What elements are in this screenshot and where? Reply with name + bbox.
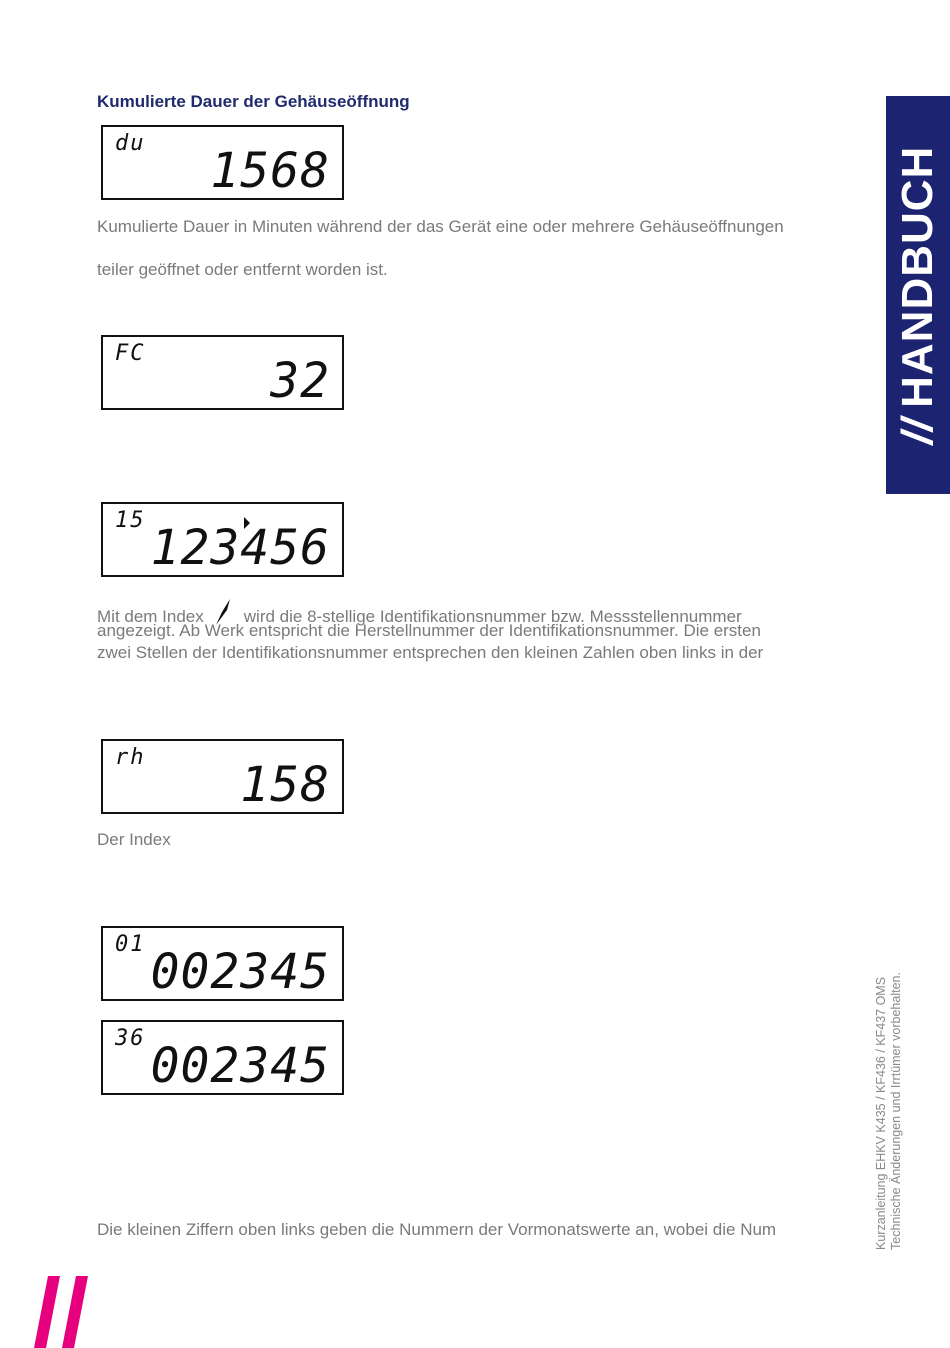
lcd-main-value: 002345 (150, 944, 330, 1000)
lcd-main-value: 158 (240, 757, 330, 813)
paragraph-index-line3: zwei Stellen der Identifikationsnummer entsprechen den kleinen Zahlen oben links in der (97, 643, 764, 662)
lcd-main-value: 32 (270, 353, 330, 409)
paragraph-index-prefix: Mit dem Index (97, 607, 204, 626)
footer-note-line1: Kurzanleitung EHKV K435 / KF436 / KF437 OMS (874, 976, 888, 1250)
paragraph-index-line2: angezeigt. Ab Werk entspricht die Herstellnummer der Identifikationsnummer. Die ersten (97, 621, 761, 640)
lcd-small-label: rh (115, 745, 146, 770)
lcd-small-label: 01 (115, 932, 146, 957)
paragraph-previous-months: Die kleinen Ziffern oben links geben die Nummern der Vormonatswerte an, wobei die Num (97, 1220, 777, 1239)
footer-note-line2: Technische Änderungen und Irrtümer vorbehalten. (889, 972, 903, 1250)
lcd-main-value: 1568 (210, 143, 330, 199)
lcd-small-label: FC (115, 341, 146, 366)
lcd-display-fc (101, 335, 344, 410)
footer-note (874, 972, 904, 1250)
paragraph-duration-line1: Kumulierte Dauer in Minuten während der das Gerät eine oder mehrere Gehäuseöffnungen (97, 217, 784, 236)
paragraph-index-suffix: wird die 8-stellige Identifikationsnummer bzw. Messstellennummer (243, 607, 742, 626)
lcd-display-rh (101, 739, 344, 814)
sidebar-title-text: HANDBUCH (893, 145, 942, 408)
lcd-display-identification (101, 502, 344, 577)
lcd-main-value: 123456 (150, 520, 330, 576)
lcd-display-duration (101, 125, 344, 200)
paragraph-duration-line2: teiler geöffnet oder entfernt worden ist. (97, 260, 388, 279)
lcd-small-label: 15 (115, 508, 146, 533)
handbuch-sidebar-tab (886, 96, 950, 494)
lcd-small-label: 36 (115, 1026, 146, 1051)
sidebar-slashes: // (893, 417, 942, 445)
lcd-display-previous-month-36 (101, 1020, 344, 1095)
paragraph-der-index: Der Index (97, 830, 171, 849)
brand-slashes-logo-icon (34, 1276, 90, 1348)
section-heading: Kumulierte Dauer der Gehäuseöffnung (97, 92, 410, 111)
lcd-small-label: du (115, 131, 146, 156)
sidebar-title (893, 146, 943, 445)
lcd-main-value: 002345 (150, 1038, 330, 1094)
lcd-display-previous-month-01 (101, 926, 344, 1001)
